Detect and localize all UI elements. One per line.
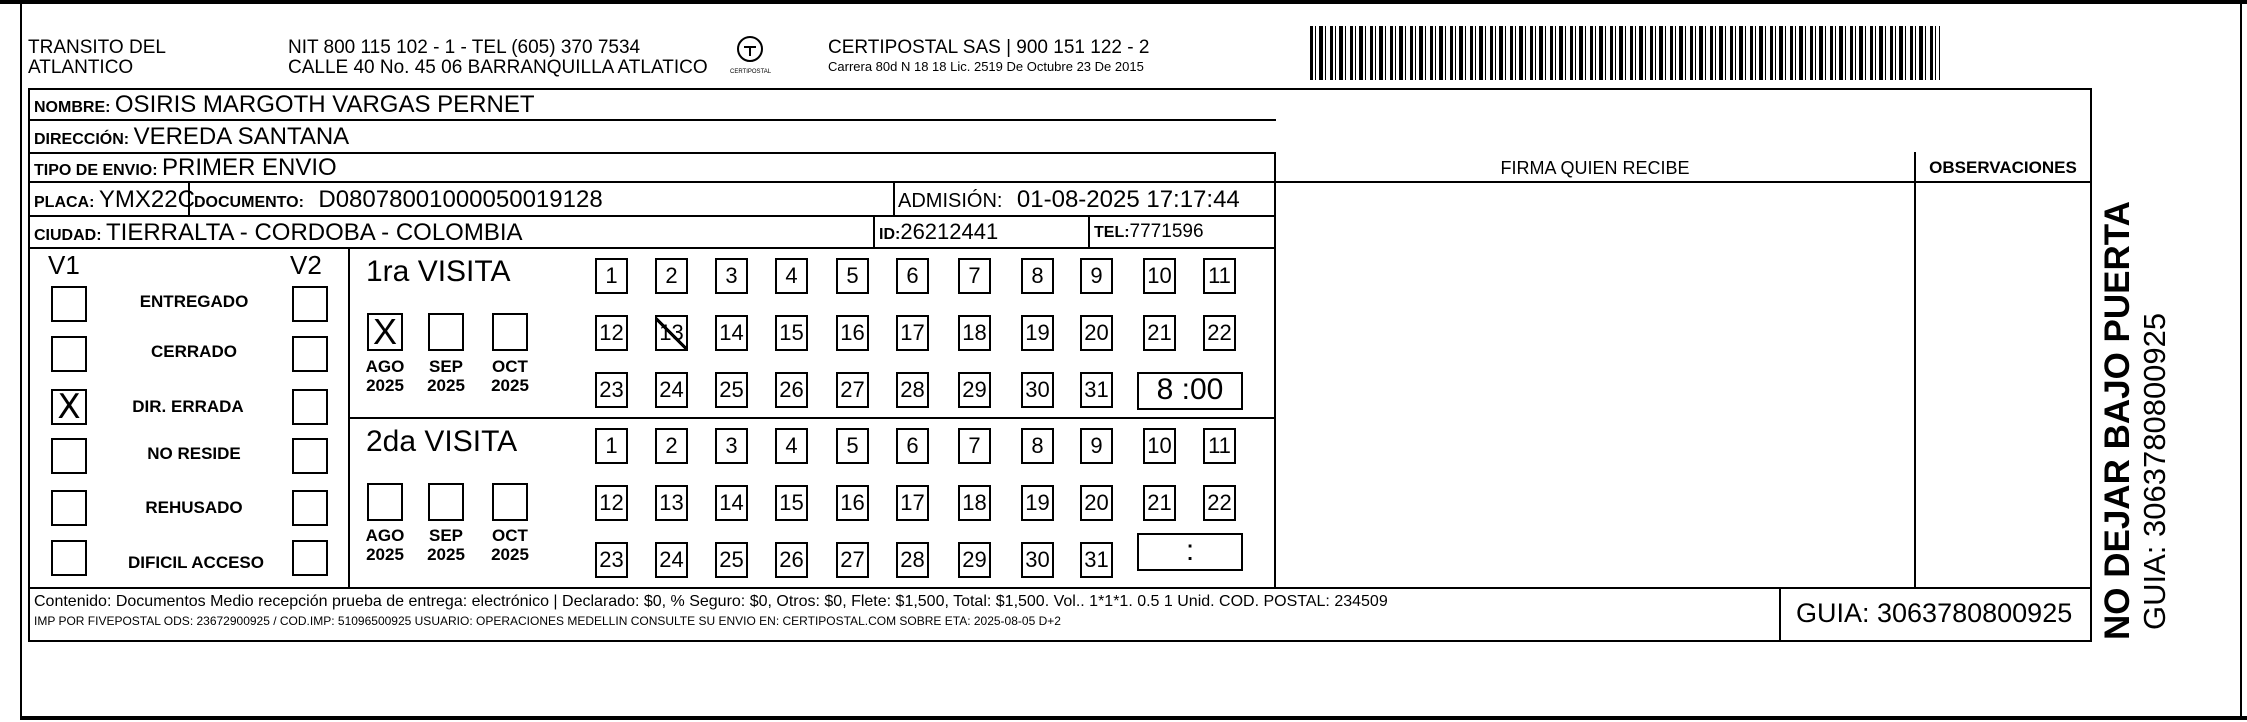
month-year: 2025 <box>491 545 529 564</box>
day-box[interactable]: 29 <box>958 372 991 408</box>
day-box[interactable]: 26 <box>775 372 808 408</box>
day-box[interactable]: 21 <box>1143 315 1176 351</box>
option-rehusado: REHUSADO <box>145 498 243 517</box>
option-cerrado: CERRADO <box>151 342 237 361</box>
day-box[interactable]: 13 <box>655 315 688 351</box>
row-line <box>28 247 1276 249</box>
v1-checkbox-no-reside[interactable] <box>51 438 87 474</box>
day-box[interactable]: 26 <box>775 542 808 578</box>
side-panel <box>2098 100 2238 640</box>
day-box[interactable]: 2 <box>655 428 688 464</box>
day-box[interactable]: 19 <box>1021 485 1054 521</box>
top-border <box>0 0 2247 4</box>
carrier-info <box>828 38 1149 76</box>
ciudad-field <box>34 219 523 247</box>
visit2-month-oct[interactable] <box>492 483 528 521</box>
col-line <box>1088 217 1090 247</box>
v2-checkbox-dir-errada[interactable] <box>292 389 328 425</box>
nombre-row <box>34 91 535 119</box>
visit2-month-ago[interactable] <box>367 483 403 521</box>
sender-name-line1: TRANSITO DEL <box>28 37 166 58</box>
ciudad-value: TIERRALTA - CORDOBA - COLOMBIA <box>106 219 523 246</box>
day-box[interactable]: 2 <box>655 258 688 294</box>
day-box[interactable]: 13 <box>655 485 688 521</box>
day-box[interactable]: 25 <box>715 542 748 578</box>
day-box[interactable]: 18 <box>958 485 991 521</box>
day-box[interactable]: 25 <box>715 372 748 408</box>
v1-checkbox-dificil-acceso[interactable] <box>51 540 87 576</box>
admision-label: ADMISIÓN: <box>898 190 1003 212</box>
nombre-value: OSIRIS MARGOTH VARGAS PERNET <box>114 91 535 118</box>
visit2-title: 2da VISITA <box>366 425 518 458</box>
day-box[interactable]: 27 <box>836 372 869 408</box>
option-entregado: ENTREGADO <box>139 292 249 311</box>
day-box[interactable]: 22 <box>1203 315 1236 351</box>
id-label: ID: <box>879 226 901 243</box>
day-box[interactable]: 16 <box>836 485 869 521</box>
month-name: SEP <box>428 357 464 376</box>
col-line <box>1779 587 1781 642</box>
col-line <box>1914 152 1916 588</box>
v2-checkbox-dificil-acceso[interactable] <box>292 540 328 576</box>
v1-header: V1 <box>48 250 80 280</box>
day-box[interactable]: 31 <box>1080 372 1113 408</box>
month-year: 2025 <box>491 376 529 395</box>
day-box[interactable]: 9 <box>1080 258 1113 294</box>
tel-value: 7771596 <box>1129 221 1204 242</box>
visit1-title: 1ra VISITA <box>366 255 511 288</box>
sender-name-line2: ATLANTICO <box>28 57 134 78</box>
month-year: 2025 <box>366 376 404 395</box>
day-box[interactable]: 30 <box>1021 542 1054 578</box>
tipo-label: TIPO DE ENVIO: <box>34 162 158 179</box>
visit2-month-sep[interactable] <box>428 483 464 521</box>
col-line <box>873 217 875 247</box>
day-box[interactable]: 20 <box>1080 315 1113 351</box>
option-dificil-acceso: DIFICIL ACCESO <box>127 553 264 572</box>
month-name: SEP <box>428 526 464 545</box>
month-year: 2025 <box>427 376 465 395</box>
day-box[interactable]: 7 <box>958 258 991 294</box>
day-box[interactable]: 23 <box>595 542 628 578</box>
day-box[interactable]: 12 <box>595 485 628 521</box>
day-box[interactable]: 28 <box>896 542 929 578</box>
v2-header: V2 <box>290 250 322 280</box>
day-box[interactable]: 27 <box>836 542 869 578</box>
day-box[interactable]: 12 <box>595 315 628 351</box>
day-box[interactable]: 3 <box>715 258 748 294</box>
carrier-line2: Carrera 80d N 18 18 Lic. 2519 De Octubre 23 De 2015 <box>828 59 1144 74</box>
month-name: OCT <box>492 357 528 376</box>
day-box[interactable]: 23 <box>595 372 628 408</box>
visit1-month-sep-label <box>416 357 476 395</box>
day-box[interactable]: 11 <box>1203 258 1236 294</box>
tipo-value: PRIMER ENVIO <box>162 154 337 181</box>
day-box[interactable]: 17 <box>896 485 929 521</box>
day-box[interactable]: 4 <box>775 258 808 294</box>
v1-checkbox-rehusado[interactable] <box>51 490 87 526</box>
documento-value: D08078001000050019128 <box>318 186 603 213</box>
day-box[interactable]: 1 <box>595 428 628 464</box>
day-box[interactable]: 29 <box>958 542 991 578</box>
v2-checkbox-no-reside[interactable] <box>292 438 328 474</box>
day-box[interactable]: 10 <box>1143 258 1176 294</box>
visit2-time-field[interactable]: : <box>1137 533 1243 571</box>
logo-text: CERTIPOSTAL <box>730 69 772 75</box>
month-year: 2025 <box>427 545 465 564</box>
day-box[interactable]: 28 <box>896 372 929 408</box>
day-box[interactable]: 5 <box>836 258 869 294</box>
v2-checkbox-rehusado[interactable] <box>292 490 328 526</box>
col-line <box>893 183 895 215</box>
day-box[interactable]: 14 <box>715 485 748 521</box>
sender-nit: NIT 800 115 102 - 1 - TEL (605) 370 7534 <box>288 37 641 58</box>
v1-checkbox-dir-errada[interactable]: X <box>51 389 87 425</box>
v1-checkbox-cerrado[interactable] <box>51 336 87 372</box>
direccion-value: VEREDA SANTANA <box>133 123 350 150</box>
sender-address: CALLE 40 No. 45 06 BARRANQUILLA ATLATICO <box>288 57 708 78</box>
placa-value: YMX22C <box>98 186 195 213</box>
visit1-month-sep[interactable] <box>428 313 464 351</box>
placa-field <box>34 186 195 214</box>
left-border <box>20 0 22 720</box>
barcode <box>1310 26 1940 80</box>
firma-header: FIRMA QUIEN RECIBE <box>1500 158 1690 178</box>
observaciones-header: OBSERVACIONES <box>1929 158 2077 177</box>
day-box[interactable]: 9 <box>1080 428 1113 464</box>
direccion-label: DIRECCIÓN: <box>34 131 130 148</box>
day-box[interactable]: 19 <box>1021 315 1054 351</box>
logo-icon <box>735 34 765 64</box>
day-box[interactable]: 11 <box>1203 428 1236 464</box>
footer-line1: Contenido: Documentos Medio recepción prueba de entrega: electrónico | Declarado: $0, % Seguro: $0, Otros: $0, Flete: $1,500, Total: $1,500. Vol.. 1*1*1. 0.5 1 Unid. COD. POSTAL: 234509 <box>34 593 1388 610</box>
side-warning: NO DEJAR BAJO PUERTA <box>2098 201 2137 640</box>
visit1-month-ago-label <box>355 357 415 395</box>
day-box[interactable]: 3 <box>715 428 748 464</box>
right-border <box>2240 0 2242 720</box>
placa-label: PLACA: <box>34 194 95 211</box>
visit1-month-oct[interactable] <box>492 313 528 351</box>
nombre-label: NOMBRE: <box>34 99 111 116</box>
month-year: 2025 <box>366 545 404 564</box>
col-line <box>1274 152 1276 588</box>
day-box[interactable]: 24 <box>655 372 688 408</box>
option-no-reside: NO RESIDE <box>147 444 241 463</box>
day-box[interactable]: 30 <box>1021 372 1054 408</box>
documento-field <box>194 186 603 214</box>
day-box[interactable]: 17 <box>896 315 929 351</box>
admision-value: 01-08-2025 17:17:44 <box>1016 186 1240 213</box>
visit2-month-ago-label <box>355 526 415 564</box>
footer-details <box>34 592 1774 630</box>
tipo-row <box>34 154 337 182</box>
admision-field <box>898 186 1240 214</box>
day-box[interactable]: 16 <box>836 315 869 351</box>
bottom-border <box>20 716 2247 720</box>
day-box[interactable]: 18 <box>958 315 991 351</box>
frame-divider-side <box>2090 88 2092 642</box>
row-line <box>28 181 2090 183</box>
visit2-month-oct-label <box>480 526 540 564</box>
id-field <box>879 219 998 245</box>
sender-name <box>28 38 166 78</box>
day-box[interactable]: 20 <box>1080 485 1113 521</box>
visit1-time-field[interactable]: 8 :00 <box>1137 372 1243 410</box>
day-box[interactable]: 31 <box>1080 542 1113 578</box>
day-box[interactable]: 8 <box>1021 428 1054 464</box>
day-box[interactable]: 4 <box>775 428 808 464</box>
day-box[interactable]: 14 <box>715 315 748 351</box>
month-name: AGO <box>365 526 405 545</box>
tel-label: TEL: <box>1094 224 1130 241</box>
visit2-month-sep-label <box>416 526 476 564</box>
v2-checkbox-cerrado[interactable] <box>292 336 328 372</box>
v2-checkbox-entregado[interactable] <box>292 286 328 322</box>
id-value: 26212441 <box>900 219 999 244</box>
day-box[interactable]: 15 <box>775 315 808 351</box>
side-guia: GUIA: 3063780800925 <box>2137 312 2172 630</box>
day-box[interactable]: 8 <box>1021 258 1054 294</box>
day-box[interactable]: 6 <box>896 258 929 294</box>
v1-checkbox-entregado[interactable] <box>51 286 87 322</box>
sender-info <box>288 38 708 78</box>
month-name: AGO <box>365 357 405 376</box>
ciudad-label: CIUDAD: <box>34 227 102 244</box>
day-box[interactable]: 10 <box>1143 428 1176 464</box>
documento-label: DOCUMENTO: <box>194 194 304 211</box>
visit1-month-ago[interactable]: X <box>367 313 403 351</box>
option-dir-errada: DIR. ERRADA <box>132 397 244 416</box>
day-box[interactable]: 7 <box>958 428 991 464</box>
day-box[interactable]: 21 <box>1143 485 1176 521</box>
tel-field <box>1094 221 1204 243</box>
day-box[interactable]: 24 <box>655 542 688 578</box>
carrier-line1: CERTIPOSTAL SAS | 900 151 122 - 2 <box>828 37 1150 58</box>
row-line <box>28 119 1276 121</box>
footer-guia: GUIA: 3063780800925 <box>1796 598 2073 628</box>
certipostal-logo <box>730 34 770 76</box>
day-box[interactable]: 22 <box>1203 485 1236 521</box>
day-box[interactable]: 6 <box>896 428 929 464</box>
day-box[interactable]: 15 <box>775 485 808 521</box>
day-box[interactable]: 5 <box>836 428 869 464</box>
footer-line2: IMP POR FIVEPOSTAL ODS: 23672900925 / COD.IMP: 51096500925 USUARIO: OPERACIONES MEDELLIN CONSULTE SU ENVIO EN: CERTIPOSTAL.COM SOBRE ETA: 2025-08-05 D+2 <box>34 614 1061 628</box>
visit1-month-oct-label <box>480 357 540 395</box>
month-name: OCT <box>492 526 528 545</box>
direccion-row <box>34 123 349 151</box>
visit-divider <box>348 417 1276 419</box>
day-box[interactable]: 1 <box>595 258 628 294</box>
